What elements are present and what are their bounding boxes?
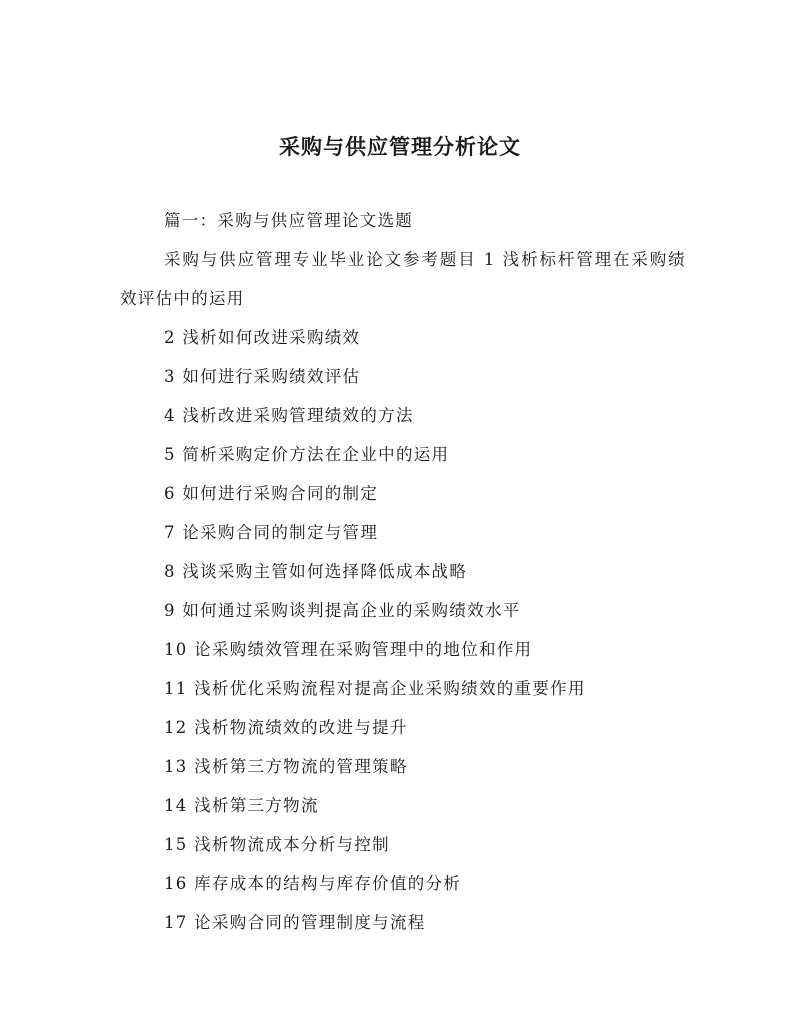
list-item: 11 浅析优化采购流程对提高企业采购绩效的重要作用 — [164, 679, 586, 698]
list-item: 7 论采购合同的制定与管理 — [164, 523, 379, 542]
list-item: 10 论采购绩效管理在采购管理中的地位和作用 — [164, 640, 533, 659]
list-item: 4 浅析改进采购管理绩效的方法 — [164, 406, 414, 425]
list-item: 6 如何进行采购合同的制定 — [164, 484, 379, 503]
section-heading: 篇一：采购与供应管理论文选题 — [164, 211, 414, 230]
list-item: 3 如何进行采购绩效评估 — [164, 367, 361, 386]
list-item: 17 论采购合同的管理制度与流程 — [164, 913, 426, 932]
list-item: 8 浅谈采购主管如何选择降低成本战略 — [164, 562, 468, 581]
intro-paragraph: 采购与供应管理专业毕业论文参考题目 1 浅析标杆管理在采购绩效评估中的运用 — [120, 250, 686, 308]
list-item: 2 浅析如何改进采购绩效 — [164, 328, 361, 347]
list-item: 9 如何通过采购谈判提高企业的采购绩效水平 — [164, 601, 521, 620]
document-body — [120, 201, 686, 942]
topic-list — [120, 318, 686, 942]
list-item: 13 浅析第三方物流的管理策略 — [164, 757, 408, 776]
list-item: 16 库存成本的结构与库存价值的分析 — [164, 874, 462, 893]
document-title: 采购与供应管理分析论文 — [279, 134, 521, 159]
list-item: 14 浅析第三方物流 — [164, 796, 319, 815]
list-item: 12 浅析物流绩效的改进与提升 — [164, 718, 408, 737]
list-item: 15 浅析物流成本分析与控制 — [164, 835, 390, 854]
list-item: 5 简析采购定价方法在企业中的运用 — [164, 445, 450, 464]
